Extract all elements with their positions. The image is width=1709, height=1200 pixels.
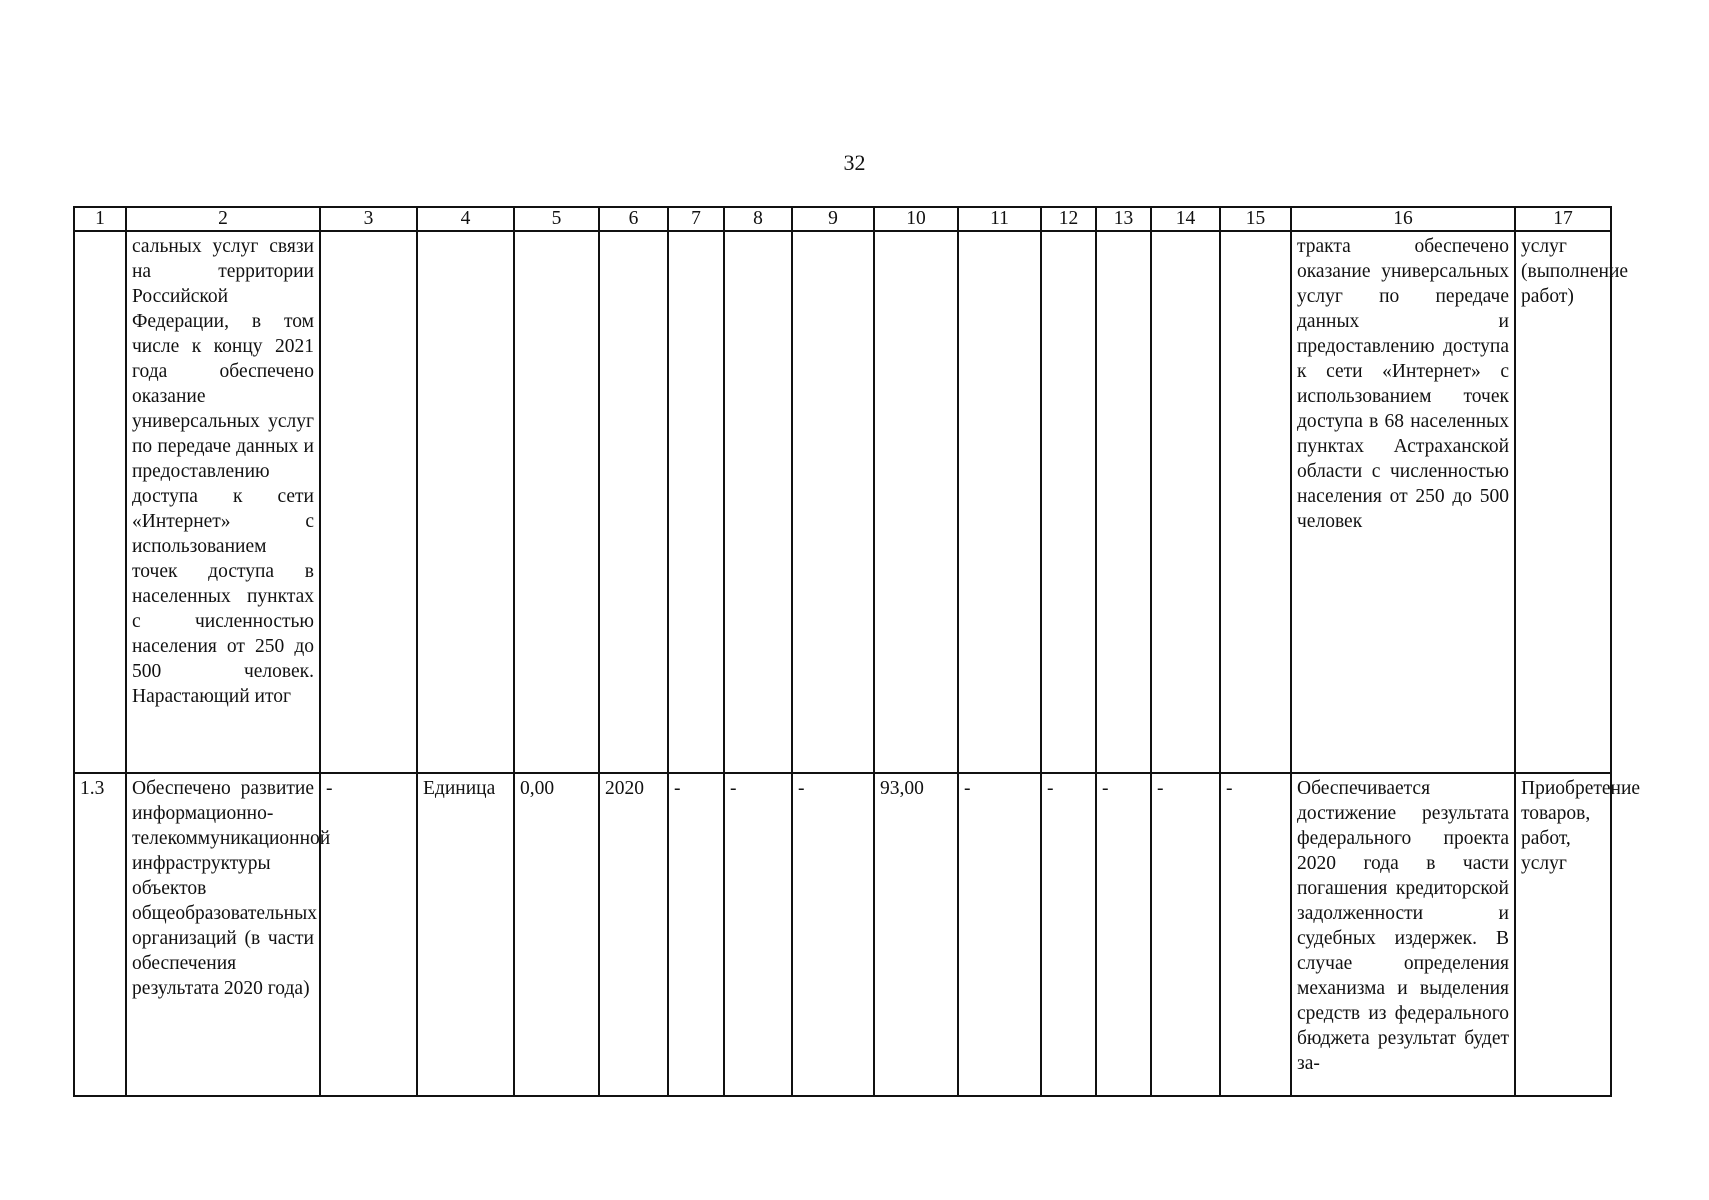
header-cell: 11 bbox=[958, 207, 1041, 231]
header-cell: 12 bbox=[1041, 207, 1096, 231]
cell bbox=[1220, 231, 1291, 773]
header-cell: 8 bbox=[724, 207, 792, 231]
cell bbox=[668, 231, 724, 773]
header-cell: 7 bbox=[668, 207, 724, 231]
cell: - bbox=[958, 773, 1041, 1096]
cell-description: тракта обеспечено оказание универсальных услуг по передаче данных и предоставлению доступа к сети «Интернет» с использованием точек доступа в 68 населенных пунктах Астраханской области с численностью населения от 250 до 500 человек bbox=[1291, 231, 1515, 773]
header-cell: 17 bbox=[1515, 207, 1611, 231]
cell-value: 93,00 bbox=[874, 773, 958, 1096]
header-cell: 1 bbox=[74, 207, 126, 231]
cell: - bbox=[1096, 773, 1151, 1096]
header-cell: 5 bbox=[514, 207, 599, 231]
table-row bbox=[74, 231, 1611, 773]
cell bbox=[792, 231, 874, 773]
cell-unit: Единица bbox=[417, 773, 514, 1096]
header-cell: 6 bbox=[599, 207, 668, 231]
cell: - bbox=[1041, 773, 1096, 1096]
cell bbox=[599, 231, 668, 773]
header-cell: 4 bbox=[417, 207, 514, 231]
cell bbox=[417, 231, 514, 773]
cell-base-value: 0,00 bbox=[514, 773, 599, 1096]
cell: - bbox=[320, 773, 417, 1096]
cell-result-name: Обеспечено развитие информационно-телекоммуникационной инфраструктуры объектов общеобразовательных организаций (в части обеспечения результата 2020 года) bbox=[126, 773, 320, 1096]
header-cell: 16 bbox=[1291, 207, 1515, 231]
cell bbox=[320, 231, 417, 773]
cell-type: услуг (выполнение работ) bbox=[1515, 231, 1611, 773]
cell-description: Обеспечивается достижение результата федерального проекта 2020 года в части погашения кредиторской задолженности и судебных издержек. В случае определения механизма и выделения средств из федерального бюджета результат будет за- bbox=[1291, 773, 1515, 1096]
cell-result-name: сальных услуг связи на территории Российской Федерации, в том числе к концу 2021 года обеспечено оказание универсальных услуг по передаче данных и предоставлению доступа к сети «Интернет» с использованием точек доступа в населенных пунктах с численностью населения от 250 до 500 человек. Нарастающий итог bbox=[126, 231, 320, 773]
header-cell: 15 bbox=[1220, 207, 1291, 231]
header-cell: 14 bbox=[1151, 207, 1220, 231]
cell-number bbox=[74, 231, 126, 773]
header-cell: 10 bbox=[874, 207, 958, 231]
cell-base-year: 2020 bbox=[599, 773, 668, 1096]
cell: - bbox=[1151, 773, 1220, 1096]
cell bbox=[724, 231, 792, 773]
data-table bbox=[73, 206, 1641, 1097]
cell: - bbox=[792, 773, 874, 1096]
header-cell: 13 bbox=[1096, 207, 1151, 231]
header-cell: 3 bbox=[320, 207, 417, 231]
cell bbox=[1151, 231, 1220, 773]
header-row bbox=[74, 207, 1611, 231]
cell bbox=[1096, 231, 1151, 773]
header-cell: 2 bbox=[126, 207, 320, 231]
cell bbox=[1041, 231, 1096, 773]
cell-number: 1.3 bbox=[74, 773, 126, 1096]
header-cell: 9 bbox=[792, 207, 874, 231]
cell bbox=[874, 231, 958, 773]
cell: - bbox=[668, 773, 724, 1096]
table-row bbox=[74, 773, 1611, 1096]
cell-type: Приобретение товаров, работ, услуг bbox=[1515, 773, 1611, 1096]
cell bbox=[958, 231, 1041, 773]
cell: - bbox=[724, 773, 792, 1096]
cell bbox=[514, 231, 599, 773]
cell: - bbox=[1220, 773, 1291, 1096]
page-number: 32 bbox=[843, 150, 866, 175]
